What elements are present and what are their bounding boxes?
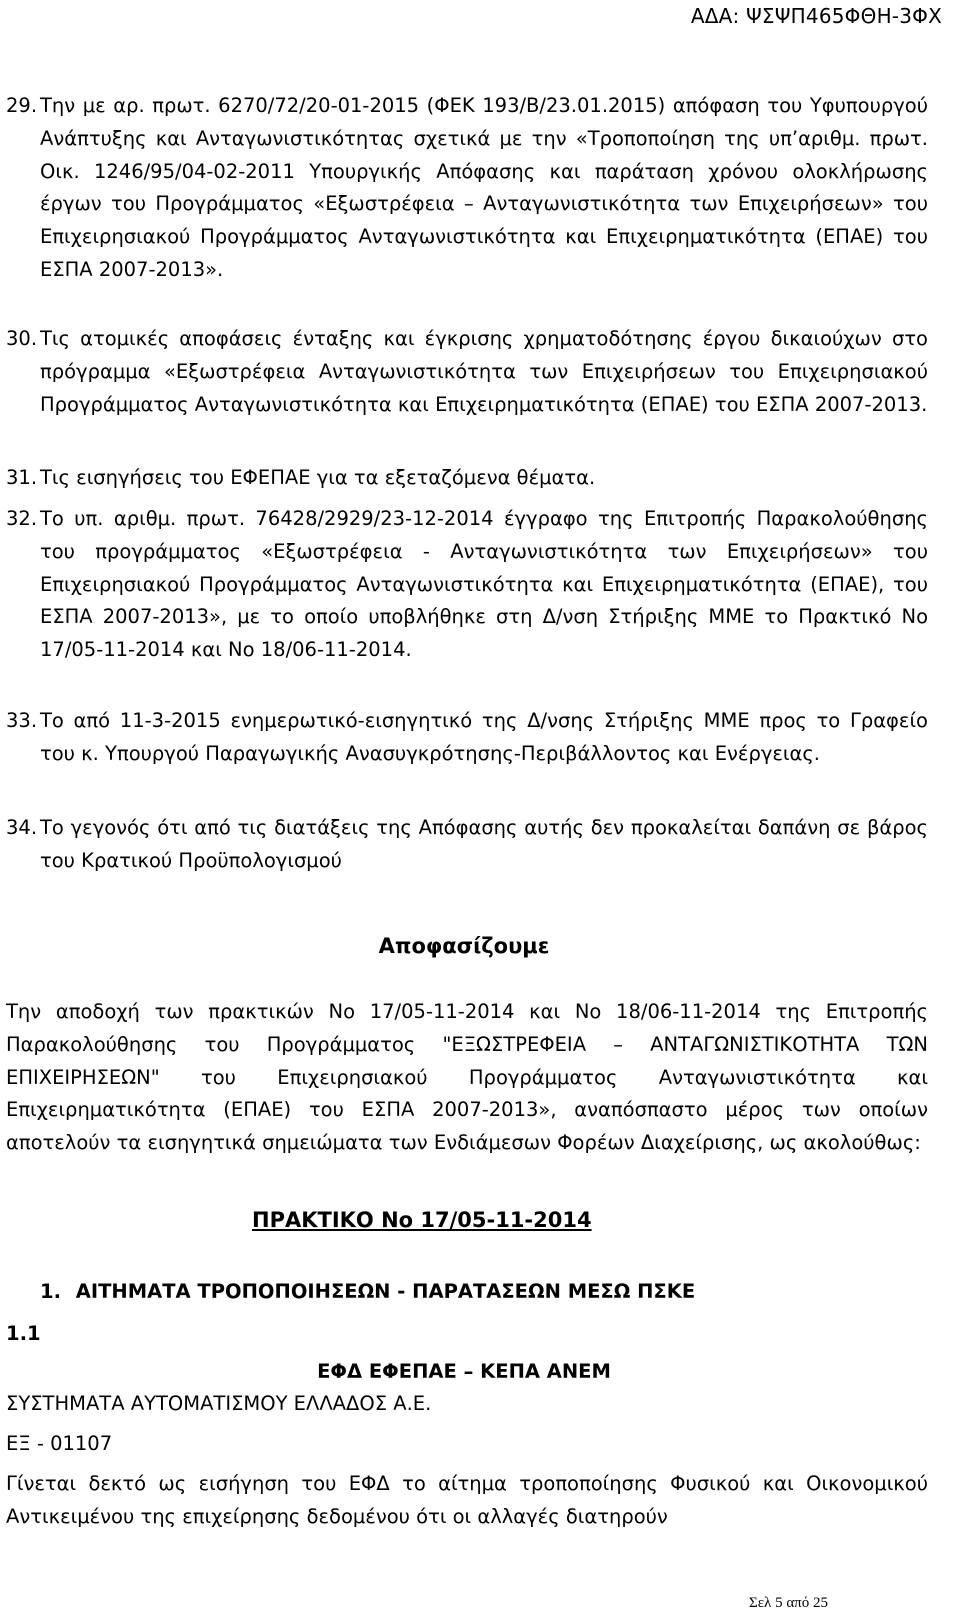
list-item — [6, 462, 928, 495]
item-number: 33. — [6, 709, 38, 732]
decision-heading: Αποφασίζουμε — [378, 934, 550, 958]
item-number: 31. — [6, 466, 38, 489]
praktiko-title: ΠΡΑΚΤΙΚΟ Νο 17/05-11-2014 — [252, 1208, 592, 1232]
item-text: Το υπ. αριθμ. πρωτ. 76428/2929/23-12-2014 έγγραφο της Επιτροπής Παρακολούθησης του προγράμματος «Εξωστρέφεια - Ανταγωνιστικότητα των Επιχειρήσεων» του Επιχειρησιακού Προγράμματος Ανταγωνιστικότητα και Επιχειρηματικότητα (ΕΠΑΕ), του ΕΣΠΑ 2007-2013», με το οποίο υποβλήθηκε στη Δ/νση Στήριξης ΜΜΕ το Πρακτικό Νο 17/05-11-2014 και Νο 18/06-11-2014. — [40, 507, 928, 662]
item-text: Τις ατομικές αποφάσεις ένταξης και έγκρισης χρηματοδότησης έργου δικαιούχων στο πρόγραμμα «Εξωστρέφεια Ανταγωνιστικότητα των Επιχειρήσεων του Επιχειρησιακού Προγράμματος Ανταγωνιστικότητα και Επιχειρηματικότητα (ΕΠΑΕ) του ΕΣΠΑ 2007-2013. — [40, 327, 928, 416]
project-code: ΕΞ - 01107 — [6, 1432, 113, 1455]
list-item — [6, 503, 928, 667]
decision-paragraph: Την αποδοχή των πρακτικών Νο 17/05-11-2014 και Νο 18/06-11-2014 της Επιτροπής Παρακολούθησης του Προγράμματος "ΕΞΩΣΤΡΕΦΕΙΑ – ΑΝΤΑΓΩΝΙΣΤΙΚΟΤΗΤΑ ΤΩΝ ΕΠΙΧΕΙΡΗΣΕΩΝ" του Επιχειρησιακού Προγράμματος Ανταγωνιστικότητα και Επιχειρηματικότητα (ΕΠΑΕ) του ΕΣΠΑ 2007-2013», αναπόσπαστο μέρος των οποίων αποτελούν τα εισηγητικά σημειώματα των Ενδιάμεσων Φορέων Διαχείρισης, ως ακολούθως: — [6, 1000, 928, 1155]
subsection-number: 1.1 — [6, 1322, 41, 1345]
list-item — [6, 323, 928, 421]
ada-header: ΑΔΑ: ΨΣΨΠ465ΦΘΗ-3ΦΧ — [690, 4, 942, 28]
item-number: 32. — [6, 507, 38, 530]
list-item — [6, 812, 928, 878]
item-text: Την με αρ. πρωτ. 6270/72/20-01-2015 (ΦΕΚ 193/Β/23.01.2015) απόφαση του Υφυπουργού Ανάπτυξης και Ανταγωνιστικότητας σχετικά με την «Τροποποίηση της υπ’αριθμ. πρωτ. Οικ. 1246/95/04-02-2011 Υπουργικής Απόφασης και παράταση χρόνου ολοκλήρωσης έργων του Προγράμματος «Εξωστρέφεια – Ανταγωνιστικότητα των Επιχειρήσεων» του Επιχειρησιακού Προγράμματος Ανταγωνιστικότητα και Επιχειρηματικότητα (ΕΠΑΕ) του ΕΣΠΑ 2007-2013». — [40, 94, 928, 281]
section-number: 1. — [40, 1280, 61, 1303]
item-number: 29. — [6, 94, 38, 117]
list-item — [6, 705, 928, 771]
item-text: Το γεγονός ότι από τις διατάξεις της Απόφασης αυτής δεν προκαλείται δαπάνη σε βάρος του Κρατικού Προϋπολογισμού — [40, 816, 928, 872]
item-text: Τις εισηγήσεις του ΕΦΕΠΑΕ για τα εξεταζόμενα θέματα. — [40, 466, 596, 489]
final-paragraph: Γίνεται δεκτό ως εισήγηση του ΕΦΔ το αίτημα τροποποίησης Φυσικού και Οικονομικού Αντικειμένου της επιχείρησης δεδομένου ότι οι αλλαγές διατηρούν — [6, 1472, 928, 1528]
list-item — [6, 90, 928, 287]
item-number: 30. — [6, 327, 38, 350]
item-text: Το από 11-3-2015 ενημερωτικό-εισηγητικό της Δ/νσης Στήριξης ΜΜΕ προς το Γραφείο του κ. Υπουργού Παραγωγικής Ανασυγκρότησης-Περιβάλλοντος και Ενέργειας. — [40, 709, 928, 765]
section-title: ΑΙΤΗΜΑΤΑ ΤΡΟΠΟΠΟΙΗΣΕΩΝ - ΠΑΡΑΤΑΣΕΩΝ ΜΕΣΩ ΠΣΚΕ — [75, 1280, 696, 1303]
efd-heading: ΕΦΔ ΕΦΕΠΑΕ – ΚΕΠΑ ΑΝΕΜ — [317, 1360, 611, 1383]
page-number: Σελ 5 από 25 — [749, 1595, 828, 1611]
section-heading — [40, 1280, 695, 1303]
company-name: ΣΥΣΤΗΜΑΤΑ ΑΥΤΟΜΑΤΙΣΜΟΥ ΕΛΛΑΔΟΣ Α.Ε. — [6, 1392, 432, 1415]
item-number: 34. — [6, 816, 38, 839]
